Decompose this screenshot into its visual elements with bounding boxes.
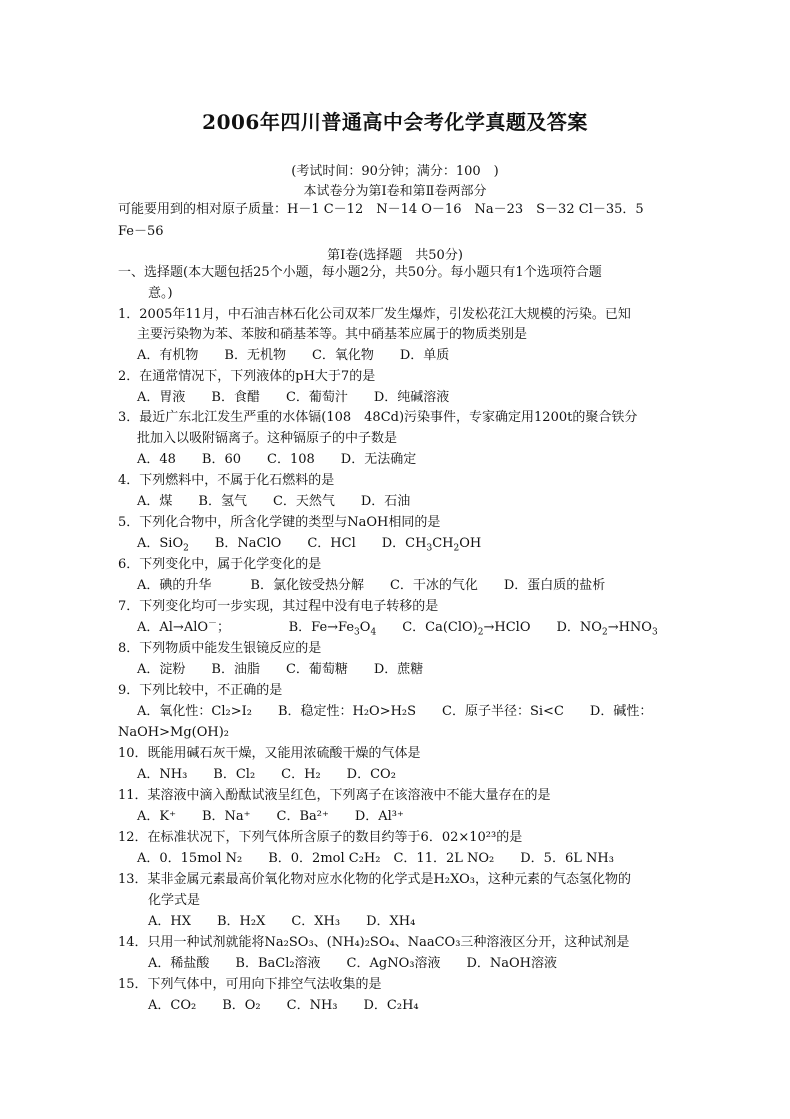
- page-title: 2006年四川普通高中会考化学真题及答案: [202, 110, 588, 134]
- q3-stem-1: 3．最近广东北江发生严重的水体镉(108 48Cd)污染事件，专家确定用1200t的聚合铁分: [118, 410, 638, 425]
- q9-stem: 9．下列比较中，不正确的是: [118, 683, 283, 698]
- q12-stem: 12．在标准状况下，下列气体所含原子的数目约等于6．02×10²³的是: [118, 830, 523, 845]
- q5-option-d: D．$CH_3CH_2OH$: [381, 536, 482, 554]
- q13-options: A．HX B．H₂X C．XH₃ D．XH₄: [148, 914, 416, 929]
- q5-option-a: A．SiO$_2$: [137, 536, 189, 554]
- q11-options: A．K⁺ B．Na⁺ C．Ba²⁺ D．Al³⁺: [137, 809, 404, 824]
- q4-options: A．煤 B．氢气 C．天然气 D．石油: [137, 494, 411, 509]
- q8-options: A．淀粉 B．油脂 C．葡萄糖 D．蔗糖: [137, 662, 424, 677]
- q11-stem: 11．某溶液中滴入酚酞试液呈红色，下列离子在该溶液中不能大量存在的是: [118, 788, 551, 803]
- q9-options: A．氧化性：Cl₂>I₂ B．稳定性：H₂O>H₂S C．原子半径：Si<C D．碱性：: [137, 704, 653, 719]
- q15-stem: 15．下列气体中，可用向下排空气法收集的是: [118, 977, 382, 992]
- q5-stem: 5．下列化合物中，所含化学键的类型与NaOH相同的是: [118, 515, 441, 530]
- q6-stem: 6．下列变化中，属于化学变化的是: [118, 557, 322, 572]
- q7-options: [137, 619, 658, 636]
- q14-options: A．稀盐酸 B．BaCl₂溶液 C．AgNO₃溶液 D．NaOH溶液: [148, 956, 558, 971]
- section-intro-1: 一、选择题(本大题包括25个小题，每小题2分，共50分。每小题只有1个选项符合题: [118, 265, 602, 280]
- q7-option-a: A．Al→AlO－；: [137, 618, 224, 635]
- q10-options: A．NH₃ B．Cl₂ C．H₂ D．CO₂: [137, 767, 396, 782]
- q3-stem-2: 批加入以吸附镉离子。这种镉原子的中子数是: [137, 431, 398, 446]
- q12-options: A．0．15mol N₂ B．0．2mol C₂H₂ C．11．2L NO₂ D．5．6L NH₃: [137, 851, 614, 866]
- exam-parts: 本试卷分为第Ⅰ卷和第Ⅱ卷两部分: [303, 184, 487, 199]
- q2-options: A．胃液 B．食醋 C．葡萄汁 D．纯碱溶液: [137, 390, 450, 405]
- q6-options: A．碘的升华 B．氯化铵受热分解 C．干冰的气化 D．蛋白质的盐析: [137, 578, 606, 593]
- q7-option-d: D．$NO_2\to HNO_3$: [556, 620, 658, 638]
- q4-stem: 4．下列燃料中，不属于化石燃料的是: [118, 473, 335, 488]
- q7-option-b: B．$Fe\to Fe_3O_4$: [288, 620, 377, 638]
- q1-stem-2: 主要污染物为苯、苯胺和硝基苯等。其中硝基苯应属于的物质类别是: [137, 327, 528, 342]
- section-intro-2: 意。): [148, 286, 173, 301]
- q9-options-cont: NaOH>Mg(OH)₂: [118, 725, 229, 740]
- q8-stem: 8．下列物质中能发生银镜反应的是: [118, 641, 322, 656]
- q7-stem: 7．下列变化均可一步实现，其过程中没有电子转移的是: [118, 599, 439, 614]
- q10-stem: 10．既能用碱石灰干燥，又能用浓硫酸干燥的气体是: [118, 746, 421, 761]
- q3-options: A．48 B．60 C．108 D．无法确定: [137, 452, 417, 467]
- q5-option-b: B．NaClO: [214, 536, 282, 551]
- q5-options: [137, 535, 481, 552]
- q2-stem: 2．在通常情况下，下列液体的pH大于7的是: [118, 369, 376, 384]
- q13-stem-1: 13．某非金属元素最高价氧化物对应水化物的化学式是H₂XO₃，这种元素的气态氢化物的: [118, 872, 631, 887]
- atomic-mass-line-1: 可能要用到的相对原子质量：H－1 C－12 N－14 O－16 Na－23 S－32 Cl－35．5: [118, 202, 644, 217]
- q5-option-c: C．HCl: [307, 536, 356, 551]
- q1-stem-1: 1．2005年11月，中石油吉林石化公司双苯厂发生爆炸，引发松花江大规模的污染。已知: [118, 307, 631, 322]
- q13-stem-2: 化学式是: [148, 893, 201, 908]
- q1-options: A．有机物 B．无机物 C．氧化物 D．单质: [137, 348, 450, 363]
- q15-options: A．CO₂ B．O₂ C．NH₃ D．C₂H₄: [148, 998, 419, 1013]
- q14-stem: 14．只用一种试剂就能将Na₂SO₃、(NH₄)₂SO₄、NaaCO₃三种溶液区分开，这种试剂是: [118, 935, 630, 950]
- section-title: 第Ⅰ卷(选择题 共50分): [327, 248, 463, 263]
- exam-info: (考试时间：90分钟；满分：100 ): [291, 164, 499, 179]
- atomic-mass-line-2: Fe－56: [118, 224, 164, 239]
- q7-option-c: C．$Ca(ClO)_2\to HClO$: [402, 620, 531, 638]
